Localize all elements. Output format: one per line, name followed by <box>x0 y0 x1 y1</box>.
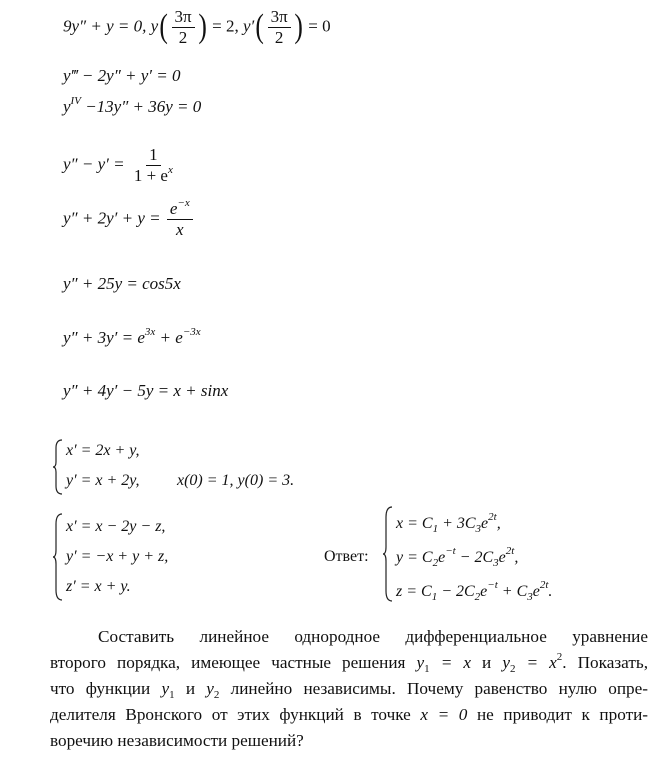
problem-line-3: что функции $y_1$ и $y_2$ линейно независимы. Почему равенство нулю опре- <box>50 679 648 701</box>
problem-text <box>50 624 648 754</box>
equation-3: $y^{IV} -13y'' + 36y = 0$ <box>63 95 202 116</box>
eq1-lhs: 9y″ + y = 0, <box>63 16 147 36</box>
answer-y: $y = C_2e^{-t} - 2C_3e^{2t}$, <box>396 545 519 569</box>
problem-line-2: второго порядка, имеющее частные решения $y_1 = x$ и $y_2 = x^2$. Показать, <box>50 651 648 675</box>
eq1-cond2-value: = 0 <box>308 16 331 36</box>
equation-7: $y'' + 3y' = e^{3x} + e^{-3x}$ <box>63 326 201 347</box>
answer-z: $z = C_1 - 2C_2e^{-t} + C_3e^{2t}$. <box>396 579 553 603</box>
eq1-cond1-func: y <box>150 16 159 36</box>
equation-8: y″ + 4y′ − 5y = x + sinx <box>63 381 229 400</box>
answer-label: Ответ: <box>324 548 369 565</box>
eq1-cond2-func: y′ <box>243 16 255 36</box>
answer-system <box>382 505 652 605</box>
eq1-cond1-arg: $\frac{3\pi}{2}$ <box>172 8 195 47</box>
equation-6: y″ + 25y = cos5x <box>63 274 181 293</box>
equation-1: 9y″ + y = 0, y( $\frac{3\pi}{2}$ ) = 2, y′( $\frac{3\pi}{2}$ ) = 0 <box>63 7 331 47</box>
equation-4: y″ − y′ = $\frac{1}{1 + e^x}$ <box>63 145 173 185</box>
problem-line-4: делителя Вронского от этих функций в точке x = 0 не приводит к проти- <box>50 705 649 724</box>
system-1-brace <box>52 438 64 496</box>
answer-brace <box>382 505 394 603</box>
system-2-brace <box>52 512 64 602</box>
eq1-cond1-value: = 2, <box>212 16 239 36</box>
problem-line-1: Составить линейное однородное дифференциальное уравнение <box>98 627 648 646</box>
problem-line-5: воречию независимости решений? <box>50 731 304 750</box>
system-1: x′ = 2x + y, y′ = x + 2y, x(0) = 1, y(0) = 3. <box>52 438 352 498</box>
eq1-cond2-arg: $\frac{3\pi}{2}$ <box>268 8 291 47</box>
answer-x: $x = C_1 + 3C_3e^{2t}$, <box>396 511 501 535</box>
equation-5: y″ + 2y′ + y = $\frac{e^{-x}}{x}$ <box>63 200 195 239</box>
equation-2: y‴ − 2y″ + y′ = 0 <box>63 66 181 85</box>
system-2: x′ = x − 2y − z, y′ = −x + y + z, z′ = x + y. <box>52 512 252 604</box>
